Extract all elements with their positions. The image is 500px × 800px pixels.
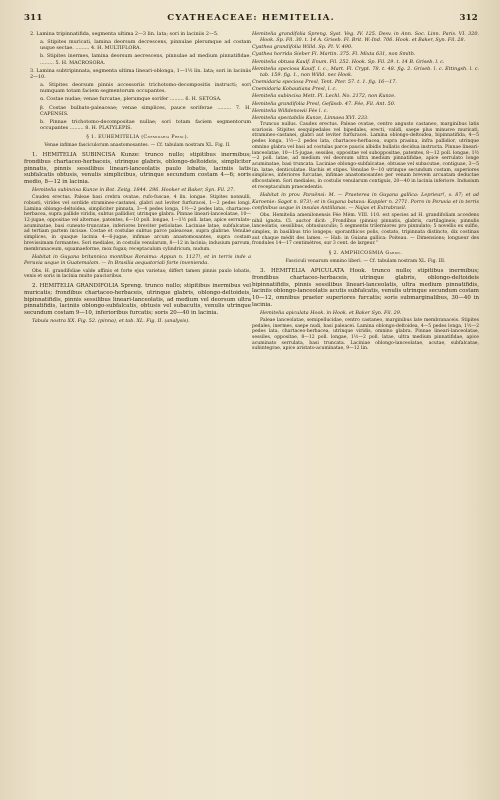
key-line: b. Pinnae trichotomo-decompositae nullae; sori totam faciem segmentorum occupantes ......... 8. H. PLATYLEPIS.	[40, 118, 251, 132]
running-header	[24, 13, 478, 27]
page-number-right: 312	[459, 13, 478, 23]
species-description: Truncus nullus. Caudex erectus. Paleae ovatae, centro angusto castaneo, marginibus latis scariosis. Stipites sesquipedales vel bipedales, erecti, validi, saepe plus minusve muricati, stramineo-castanei, glabri aut leviter furfuracei. Lamina oblongo-deltoidea, bipinnatifida, 4—5 pedes longa, 1½—2 pedes lata, chartaceo-herbacea, supra prasina, infra pallidior, utrinque omnino glabra vel basi ad costulas parce paucis albidis bullatis decidua instructa. Pinnae lineari-lanceolatae, 10—15-jugae, sessiles, oppositae vel suboppositae, patentes, 8—12 poll. longae, 1½—2 poll. latae, ad medium vel deorsum ultra medium pinnatifidae, apice serrulato longe acuminatae, basi truncata. Laciniae oblongo-subfalcatae, obtusae vel subacutae, contiguae, 3—5 lin. latae, denticulatae. Rachis et stipes. Venulae 9—10 utrinque secundum costam, superiores simplices, inferiores furcatae, infimae anastomosantes per venam brevem arcuatam deductae sfbcostalem. Sori mediales, in costulis venularum contiguis, 20—40 in lacinia inferiore. Indusium et receptaculum praecedentis.	[252, 122, 479, 190]
key-line: a. Stipites deorsum pinnis accessoriis trichotomo-decompositis instructi; sori numquam totam faciem segmentorum occupantes.	[40, 82, 251, 95]
right-column	[252, 31, 479, 791]
section-description: Fasciculi venarum omnino liberi. — Cf. tabulam nostram XL. Fig. III.	[285, 259, 446, 265]
synonym-ref: Hemitelia grandifolia Spreng. Syst. Veg. IV. 125. Desv. in Ann. Soc. Linn. Paris. VI. 320. Hook. Sp. Fil. 30. t. 14 A. Griseb. Fl. Brit. W.-Ind. 706. Hook. et Baker, Syn. Fil. 28.	[252, 31, 479, 44]
section-title: § 2. AMPHICOSMIA Gardn.	[328, 250, 403, 257]
synonym-ref: Hemitelia speciosa Kaulf. l. c., Mart. Fl. Crypt. 78. t. 48. fig. 2. Griseb. l. c. Ettingsh. l. c. tab. 159. fig. 1., non Willd. nec Hook.	[252, 65, 479, 78]
species-description: Caudex erectus. Paleae basi crebra ovatae, rufo-fuscae, 4 lin. longae. Stipites nonnulli, robusti, virides vel sordide stramineo-castanei, glabri aut leviter furfuracei, 1—2 pedes longi. Lamina oblongo-deltoidea, simpliciter pinnata, 3—4 pedes longa, 1½—2 pedes lata, chartaceo-herbacea, supra pallide viridis, subtus pallidior, utrinque glabra. Pinnae lineari-lanceolatae, 10—12-jugae, oppositae vel alternae, patentes, 6—10 poll. longae, 1—1½ poll. latae, apice serrulato-acuminatae, basi cuneato-truncatae, inferiores breviter petiolatae. Laciniae latae, subfalcatae, ad tertiam partem incisae. Costae et costulae subtus parce paleaceae, supra glabrae. Venulae simplices, in quaque lacinia 4—6-jugae, infimae arcum anastomosantes, supra costam brevissimam formantes. Sori mediales, in costulis venularum, 8—12 in lacinia; indusium parvum, membranaceum, squamaeforme, mox fugax; receptaculum cylindricum, nudum.	[24, 195, 251, 252]
page-number-left: 311	[24, 13, 43, 23]
species-reference: Hemitelia subincisa Kunze in Bot. Zeitg. 1844. 296. Hooker et Baker, Syn. Fil. 27.	[32, 187, 235, 194]
species-habitat: Habitat in prov. Paraënsi: M. — Praeterea in Guyana gallica: Leprieur!, s. 87; et ad Karoenie: Sagot n. 873!; et in Guyana batava: Kappler n. 2771. Porro in Peruvia et in terris confinibus usque in insulas Antillanas. — Najas et Extrabrasil.	[252, 192, 479, 211]
synonym-ref: Hemitelia subincisa Mett. Pl. Lechl. No. 2172, non Kunze.	[252, 93, 396, 100]
synonym-ref: Hemitelia spectabilis Kunze, Linnaea XVI. 233.	[252, 114, 369, 121]
key-line: α. Costae nudae; venae furcatae, plerumque sorifer ......... 6. H. SETOSA.	[40, 96, 222, 103]
synonym-ref: Hemitelia grandifolia Presl, Gefässb. 47. Fée, Fil. Ant. 50.	[252, 100, 396, 107]
synonym-ref: Hemitelia Willdenowii Fée l. c.	[252, 107, 328, 114]
synonym-ref: Hemitelia obtusa Kaulf. Enum. Fil. 252. Hook. Sp. Fil. 29. t. 14 B. Griseb. l. c.	[252, 58, 445, 65]
key-line: 2. Lamina tripinnatifida, segmenta ultima 2—3 lin. lata; sori in laciniis 2—5.	[30, 31, 219, 37]
species-reference: Hemitelia apiculata Hook. in Hook. et Baker Syn. Fil. 29.	[260, 309, 402, 316]
left-column	[24, 31, 251, 791]
key-line: 3. Lamina subtripinnata, segmenta ultima lineari-oblonga, 1—1½ lin. lata; sori in laciniis 2—10.	[30, 67, 251, 80]
species-habitat: Habitat in Guyana britannica montibus Roraima: Appun n. 1127!, et in terris inde a Peruvia usque in Guatemalam. — In Brasilia aequatoriali forte invenienda.	[24, 254, 251, 267]
section-description: Venae infimae fasciculorum anastomosantes. — Cf. tabulam nostram XL. Fig. II.	[44, 143, 231, 149]
key-line: β. Costae bulbato-paleaceae; venae simplices, pauce soriferae ......... 7. H. CAPENSIS.	[40, 104, 251, 117]
species-observation: Obs. H. grandifoliae valde affinis et forte ejus varietas; differt tamen pinnis paulo lobatis, venis et soris in lacinia multo paucioribus.	[24, 268, 251, 280]
synonym-ref: Cnemidaria speciosa Presl, Tent. Pter. 57. t. 1. fig. 16—17.	[252, 79, 397, 86]
species-key	[24, 31, 251, 131]
species-observation: Obs. Hemitelia amenilonensis Fée Mém. VIII. 110. est species ad H. grandifoliam accedens nihil ignota. Cl. auctor dicit: „Frondibus (pinnis) pinnatis, glabris, cartilagineis; pinnulis lanceolatis, sessilibus, obtusiusculis; 5 segmentis trilerniores pro pinnulato; 5 novellis ex sulfio, simplex, in basilibus trio longeps; sporanthicos polis, costato, tripinnata distincto, dix costinas aut chaque médit des lames. — Hab. in Guiana gallica: Poiteau. — Dimensions; longueur des frondules 14—17 centimètres, sur 3 cent. de largeur.“	[252, 212, 479, 247]
synonym-ref: Cyathea grandifolia Willd. Sp. Pl. V. 490.	[252, 44, 353, 51]
running-title: CYATHEACEAE: HEMITELIA.	[167, 13, 335, 23]
synonym-ref: Cnemidaria Kohautiana Presl, l. c.	[252, 86, 337, 93]
section-title: § 1. EUHEMITELIA (Cnemidaria Presl).	[86, 134, 189, 141]
synonymy-list	[252, 31, 479, 121]
species-heading: 1. HEMITELIA SUBINCISA Kunze: trunco nullo; stipitibus inermibus; frondibus chartaceo-herbaceis, utrinque glabris, oblongo-deltoideis, simpliciter pinnatis, pinnis sessilibus lineari-lanceolatis paulo lobatis, laciniis latis subfalcatis obtusis, venulis simplicibus, utrinque secundum costam 4—6; soris medio, 8—12 in lacinia.	[24, 152, 251, 186]
plate-reference: Tabula nostra XX. Fig. 52. (pinna), et tab. XL. Fig. II. (analysis).	[32, 317, 190, 324]
synonym-ref: Cyathea horrida Sieber Fl. Martin. 375. Fl. Mixta 631, non Smith.	[252, 51, 416, 58]
species-heading: 3. HEMITELIA APICULATA Hook. trunco nullo; stipitibus inermibus; frondibus chartaceo-herbaceis, utrinque glabris, oblongo-deltoideis bipinnatifidis, pinnis sessilibus lineari-lanceolatis, ultra medium pinnatifidis, laciniis oblongo-lanceolatis acutis subfalcatis, venulis utrinque secundum costam 10—12, omnibus praeter superiores furcatis; soris submarginalibus, 30—40 in lacinia.	[252, 268, 479, 308]
key-line: a. Stipites muricati, lamina deorsum decrescens, pinnulae plerumque ad costam usque sectae. ......... 4. H. MULTIFLORA.	[40, 39, 251, 52]
species-heading: 2. HEMITELIA GRANDIFOLIA Spreng. trunco nullo; stipitibus inermibus vel muricatis; frondibus chartaceo-herbaceis, utrinque glabris, oblongo-deltoideis, bipinnatifidis, pinnis sessilibus lineari-lanceolatis, ad medium vel deorsum ultra pinnatifidis, laciniis oblongo-subfalcatis, obtusis vel subacutis, venulis utrinque secundum costam 9—10, inferioribus furcatis; soris 20—40 in lacinia.	[24, 282, 251, 317]
species-description: Paleae lanceolatae, semipellucidae, centro castaneo, marginibus late membranaceis. Stipites pedales, inermes, saepe nudi, basi paleacei. Lamina oblongo-deltoidea, 4—5 pedes longa, 1½—2 pedes lata, chartaceo-herbacea, utrinque viridis, omnino glabra. Pinnae lineari-lanceolatae, sessiles, oppositae, 8—12 poll. longae, 1½—2 poll. latae, ultra medium pinnatifidae, apice acuminato serrulata, basi truncata. Laciniae oblongo-lanceolatae, acutae, subfalcatae, subintegrae, apice aristato-acuminatae, 9—12 lin.	[252, 317, 479, 352]
key-line: b. Stipites inermes, lamina deorsum aecrescens, pinnulae ad medium pinnatifidae. ......... 5. H. MACROSORA.	[40, 53, 251, 66]
